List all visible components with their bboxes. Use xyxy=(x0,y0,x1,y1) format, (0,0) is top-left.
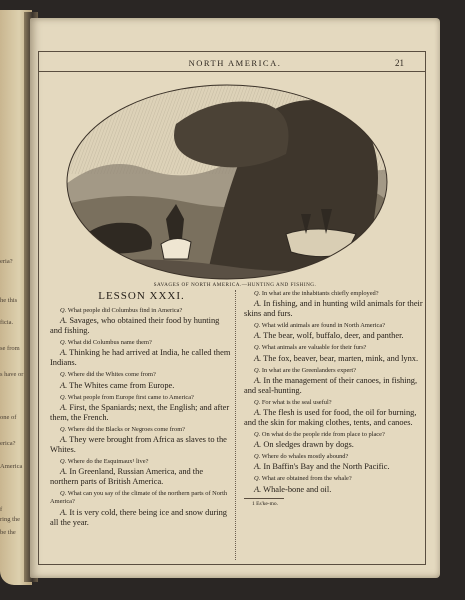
left-page-text-fragment: America xyxy=(0,463,23,470)
answer-label: A. xyxy=(254,299,262,309)
question-text: What did Columbus name them? xyxy=(67,339,152,347)
book-page xyxy=(30,18,440,578)
answer xyxy=(50,403,233,423)
question xyxy=(244,431,427,439)
question-label: Q. xyxy=(254,475,261,483)
question-text: What can you say of the climate of the northern parts of North America? xyxy=(50,490,228,506)
left-page-text-fragment: ficia. xyxy=(0,319,14,326)
question-label: Q. xyxy=(60,458,67,466)
answer-text: The Whites came from Europe. xyxy=(69,380,175,390)
answer-label: A. xyxy=(60,435,68,445)
column-divider xyxy=(235,290,236,560)
answer-label: A. xyxy=(60,348,68,358)
answer xyxy=(244,408,427,428)
answer xyxy=(50,508,233,528)
answer-text: On sledges drawn by dogs. xyxy=(263,440,354,450)
answer-text: The flesh is used for food, the oil for burning, and the skin for making clothes, tents, and canoes. xyxy=(244,408,417,428)
answer xyxy=(50,467,233,487)
answer-label: A. xyxy=(254,331,262,341)
question xyxy=(50,458,233,466)
left-column xyxy=(50,290,233,531)
answer-text: It is very cold, there being ice and snow during all the year. xyxy=(50,507,227,527)
question-label: Q. xyxy=(254,398,261,406)
question-label: Q. xyxy=(60,490,67,498)
answer-label: A. xyxy=(254,375,262,385)
question xyxy=(50,307,233,315)
question xyxy=(244,367,427,375)
question-label: Q. xyxy=(254,366,261,374)
answer xyxy=(244,376,427,396)
answer-label: A. xyxy=(254,440,262,450)
question-text: In what are the inhabitants chiefly employed? xyxy=(261,290,379,297)
answer-text: Savages, who obtained their food by hunting and fishing. xyxy=(50,316,220,336)
left-page-text-fragment: one of xyxy=(0,414,17,421)
question xyxy=(50,339,233,347)
answer xyxy=(244,440,427,450)
question xyxy=(50,371,233,379)
answer xyxy=(244,462,427,472)
lesson-title: LESSON XXXI. xyxy=(98,290,185,302)
answer xyxy=(50,381,233,391)
answer xyxy=(244,354,427,364)
question-label: Q. xyxy=(254,322,261,330)
answer-text: In Baffin's Bay and the North Pacific. xyxy=(263,462,390,472)
right-column xyxy=(244,290,427,507)
answer-label: A. xyxy=(60,507,68,517)
answer-label: A. xyxy=(254,353,262,363)
question-text: What animals are valuable for their furs? xyxy=(261,344,367,352)
answer-text: Whale-bone and oil. xyxy=(263,484,332,494)
page-number: 21 xyxy=(395,58,404,68)
answer-label: A. xyxy=(254,408,262,418)
left-page-text-fragment: se from xyxy=(0,345,20,352)
question xyxy=(244,399,427,407)
answer-label: A. xyxy=(254,462,262,472)
question-text: Where did the Blacks or Negroes come from? xyxy=(67,425,185,433)
header-rule xyxy=(38,71,426,72)
question xyxy=(50,394,233,402)
answer xyxy=(50,435,233,455)
question-text: What are obtained from the whale? xyxy=(261,475,352,483)
question-text: Where do whales mostly abound? xyxy=(261,453,349,461)
question-label: Q. xyxy=(60,425,67,433)
question-label: Q. xyxy=(254,344,261,352)
answer-text: In the management of their canoes, in fishing, and seal-hunting. xyxy=(244,375,418,395)
question xyxy=(244,290,427,298)
question-text: In what are the Greenlanders expert? xyxy=(261,366,357,374)
left-page-text-fragment: eria? xyxy=(0,258,13,265)
left-page-text-fragment: ring the xyxy=(0,516,21,523)
question xyxy=(244,475,427,483)
left-page-text-fragment: f xyxy=(0,506,3,513)
left-page-text-fragment: s have or xyxy=(0,371,24,378)
answer-text: In fishing, and in hunting wild animals for their skins and furs. xyxy=(244,299,423,319)
engraving-illustration xyxy=(66,84,388,280)
answer-label: A. xyxy=(60,380,68,390)
illustration-caption: SAVAGES OF NORTH AMERICA.—HUNTING AND FISHING. xyxy=(153,282,317,288)
answer-label: A. xyxy=(254,484,262,494)
question-label: Q. xyxy=(60,307,67,314)
question-label: Q. xyxy=(60,371,67,379)
answer xyxy=(50,348,233,368)
question-text: Where do the Esquimaux¹ live? xyxy=(67,458,149,466)
answer-text: They were brought from Africa as slaves to the Whites. xyxy=(50,435,227,455)
left-page-text-fragment: erica? xyxy=(0,440,16,447)
answer xyxy=(244,299,427,319)
answer-label: A. xyxy=(60,467,68,477)
question xyxy=(244,453,427,461)
answer-label: A. xyxy=(60,402,68,412)
answer-text: First, the Spaniards; next, the English; and after them, the French. xyxy=(50,402,230,422)
running-head: NORTH AMERICA. xyxy=(188,58,282,68)
question-text: What wild animals are found in North America? xyxy=(261,322,386,330)
answer xyxy=(244,331,427,341)
left-page-text-fragment: be the xyxy=(0,529,16,536)
footnote: 1 Es'ke-mo. xyxy=(252,500,279,507)
footnote-rule xyxy=(244,498,284,499)
question xyxy=(50,490,233,506)
question-label: Q. xyxy=(254,431,261,439)
question-text: For what is the seal useful? xyxy=(261,398,332,406)
answer-text: Thinking he had arrived at India, he called them Indians. xyxy=(50,348,231,368)
answer-text: The bear, wolf, buffalo, deer, and panther. xyxy=(263,331,404,341)
answer-text: The fox, beaver, bear, marten, mink, and lynx. xyxy=(263,353,419,363)
answer-text: In Greenland, Russian America, and the northern parts of British America. xyxy=(50,467,204,487)
question xyxy=(50,426,233,434)
question xyxy=(244,344,427,352)
question-label: Q. xyxy=(254,453,261,461)
question-text: On what do the people ride from place to place? xyxy=(261,431,385,439)
question-label: Q. xyxy=(60,393,67,401)
question-text: Where did the Whites come from? xyxy=(67,371,156,379)
question xyxy=(244,322,427,330)
question-text: What people did Columbus find in America? xyxy=(67,307,183,314)
answer-label: A. xyxy=(60,316,68,326)
answer xyxy=(50,316,233,336)
answer xyxy=(244,485,427,495)
question-label: Q. xyxy=(254,290,261,297)
question-text: What people from Europe first came to America? xyxy=(67,393,194,401)
question-label: Q. xyxy=(60,339,67,347)
left-page-text-fragment: he this xyxy=(0,297,18,304)
